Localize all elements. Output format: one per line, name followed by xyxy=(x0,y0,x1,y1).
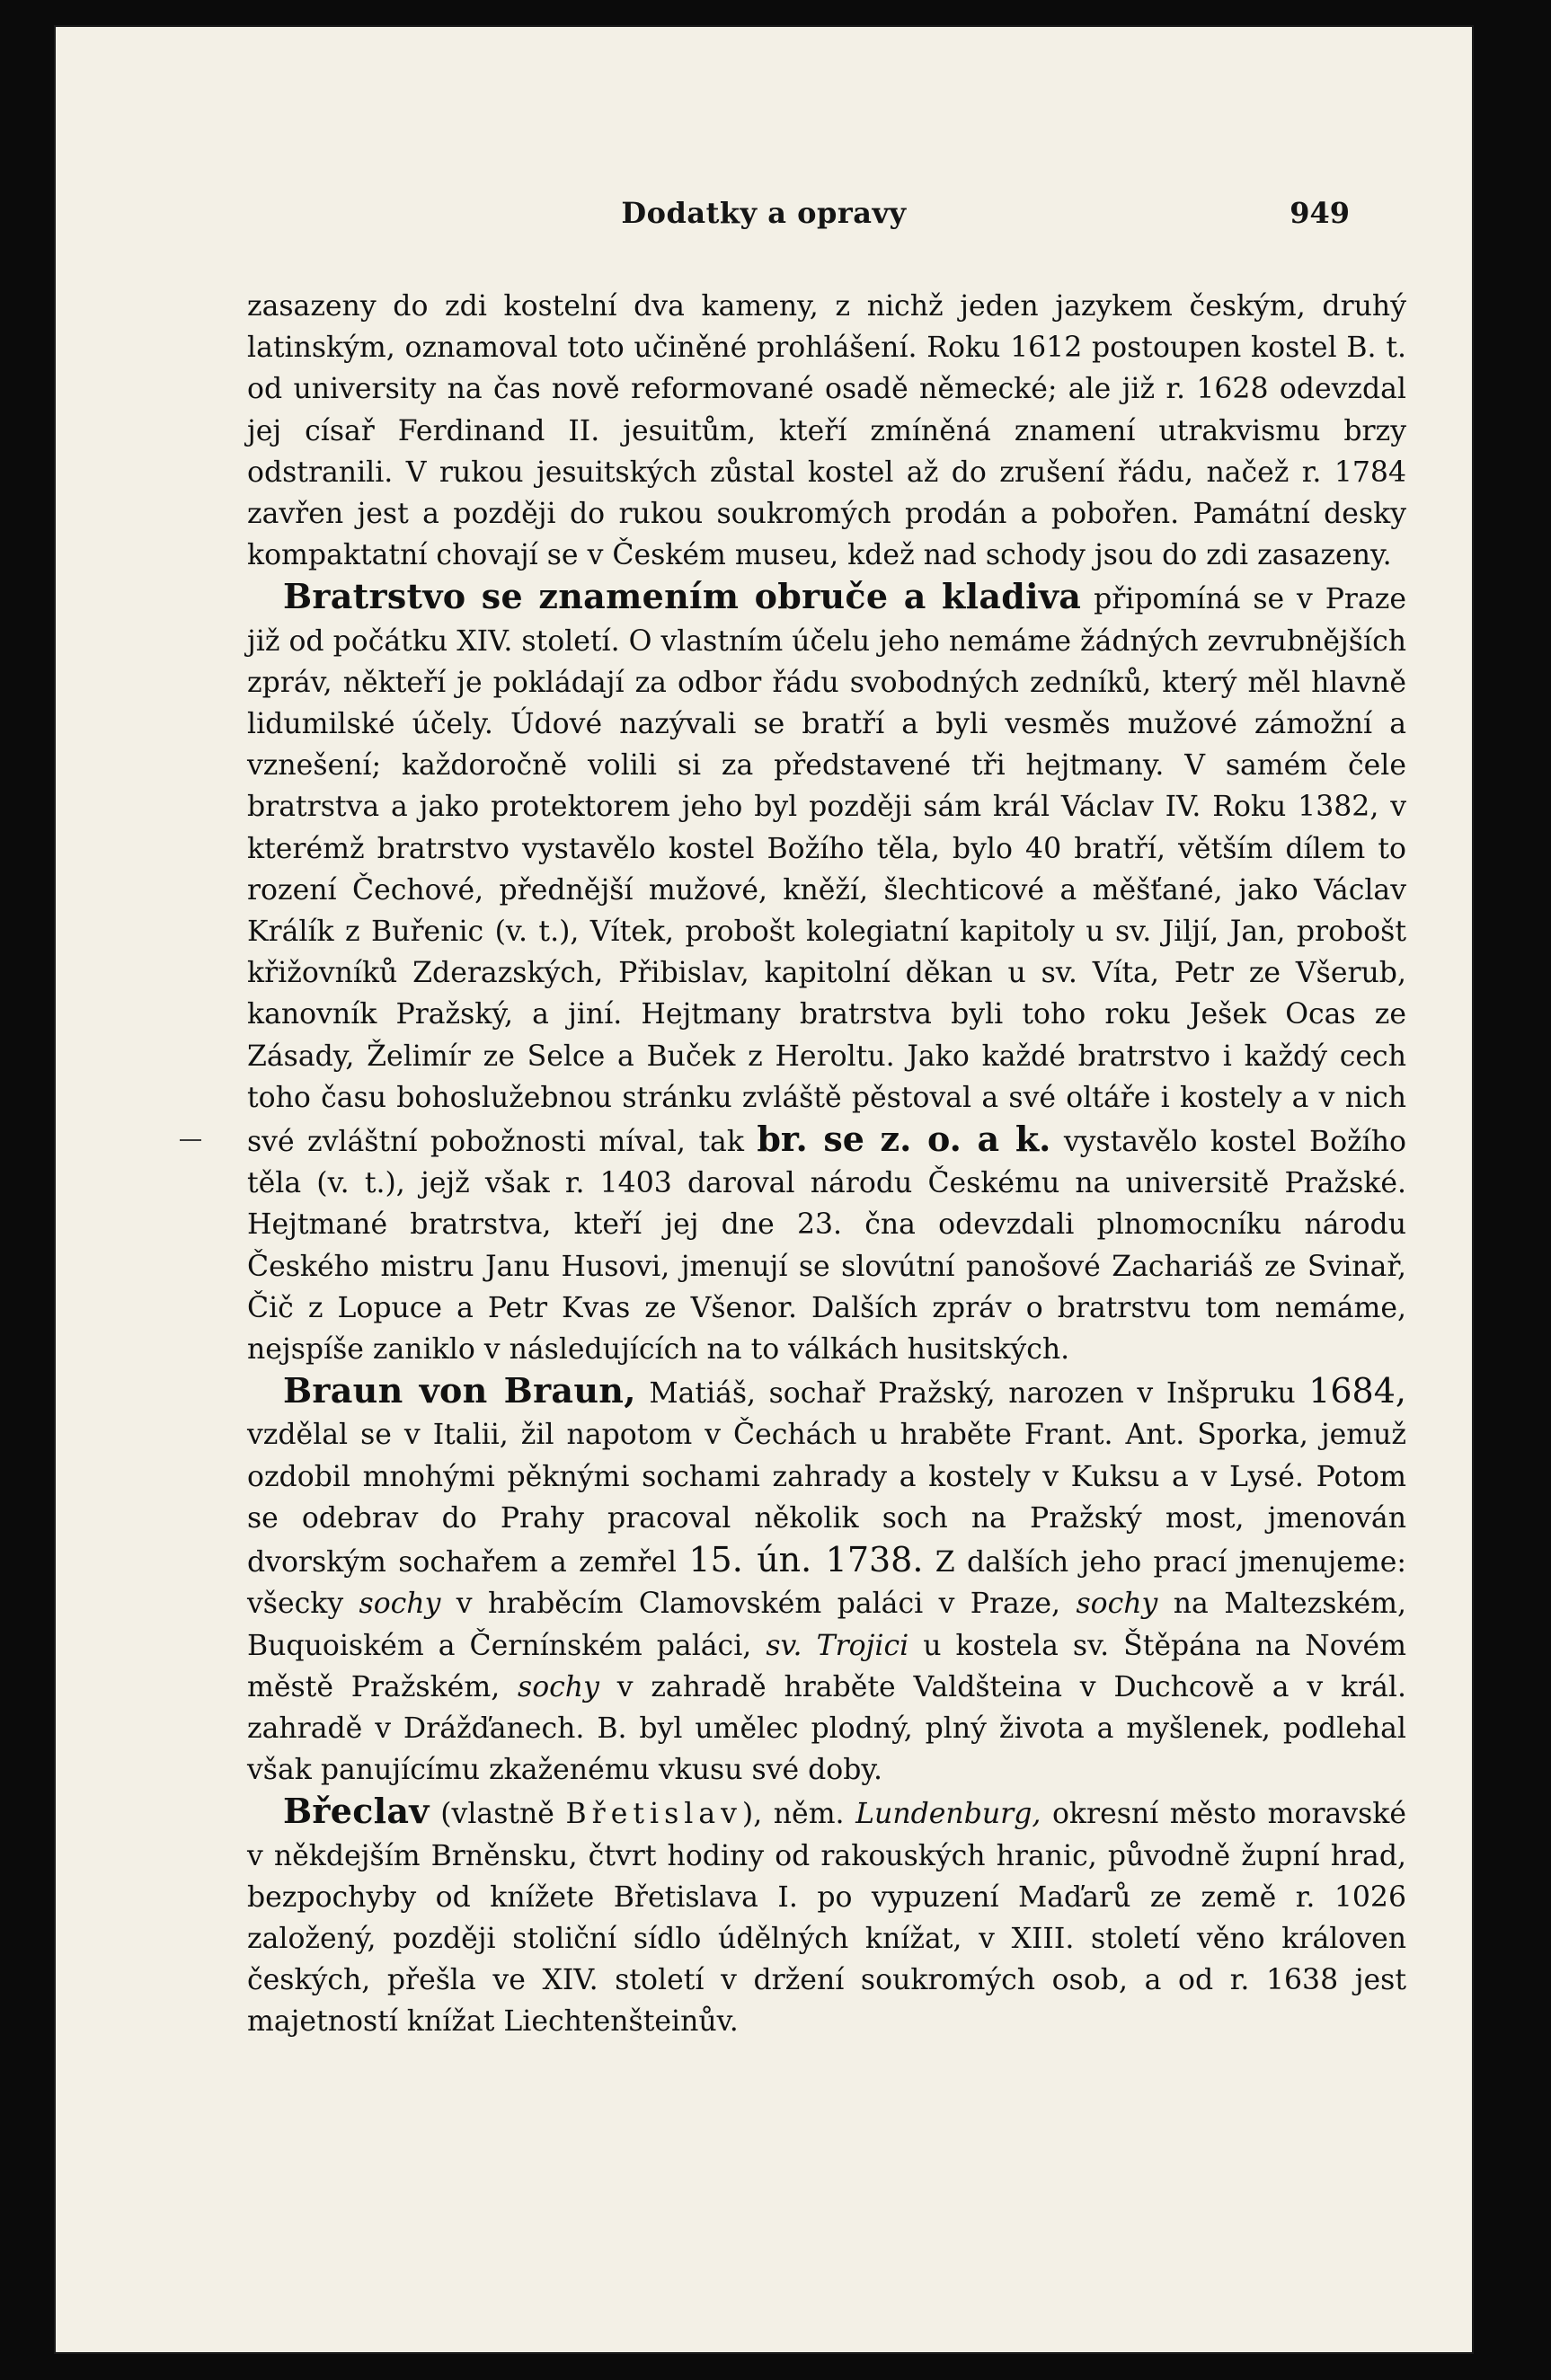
body-text xyxy=(247,286,1406,2043)
paragraph-continuation: zasazeny do zdi kostelní dva kameny, z nichž jeden jazykem českým, druhý latinským, oznamoval toto učiněné prohlášení. Roku 1612 postoupen kostel B. t. od university na čas nově reformované osadě německé; ale již r. 1628 odevzdal jej císař Ferdinand II. jesuitům, kteří zmíněná znamení utrakvismu brzy odstranili. V rukou jesuitských zůstal kostel až do zrušení řádu, načež r. 1784 zavřen jest a později do rukou soukromých prodán a pobořen. Památní desky kompaktatní chovají se v Českém museu, kdež nad schody jsou do zdi zasazeny. xyxy=(247,290,1406,572)
entry-text: vystavělo kostel Božího těla (v. t.), jejž však r. 1403 daroval národu Českému na universitě Pražské. Hejtmané bratrstva, kteří jej dne 23. čna odevzdali plnomocníku národu Českého mistru Janu Husovi, jmenují se slovútní panošové Zachariáš ze Svinař, Čič z Lopuce a Petr Kvas ze Všenor. Dalších zpráv o bratrstvu tom nemáme, nejspíše zaniklo v následujících na to válkách husitských. xyxy=(247,1126,1406,1367)
entry-text: (vlastně xyxy=(429,1798,566,1831)
entry-text: na Maltezském, Buquoiském a Černínském paláci, xyxy=(247,1588,1406,1662)
entry-text: okresní město moravské v někdejším Brněnsku, čtvrt hodiny od rakouských hranic, původně župní hrad, bezpochyby od knížete Břetislava I. po vypuzení Maďarů ze země r. 1026 založený, později stoliční sídlo údělných knížat, v XIII. století věno královen českých, přešla ve XIV. století v držení soukromých osob, a od r. 1638 jest majetností knížat Liechtenšteinův. xyxy=(247,1798,1406,2039)
italic-term: sochy xyxy=(1076,1588,1158,1621)
entry-text: vzdělal se v Italii, žil napotom v Čechách u hraběte Frant. Ant. Sporka, jemuž ozdobil mnohými pěknými sochami zahrady a kostely v Kuksu a v Lysé. Potom se odebrav do Prahy pracoval několik soch na Pražský most, jmenován dvorským sochařem a zemřel xyxy=(247,1419,1406,1579)
death-date: 15. ún. 1738. xyxy=(688,1540,924,1580)
italic-term: Lundenburg, xyxy=(855,1798,1041,1831)
headword: Braun von Braun, xyxy=(283,1370,636,1411)
entry-text: v zahradě hraběte Valdšteina v Duchcově a v král. zahradě v Drážďanech. B. byl umělec plodný, plný života a myšlenek, podlehal však panujícímu zkaženému vkusu své doby. xyxy=(247,1670,1406,1787)
entry-text: v hraběcím Clamovském paláci v Praze, xyxy=(440,1588,1077,1621)
entry-text: Z dalších jeho prací jmenujeme: všecky xyxy=(247,1546,1407,1621)
entry-text: Matiáš, sochař Pražský, narozen v Inšpruku xyxy=(635,1377,1309,1411)
page-header xyxy=(54,196,1474,250)
entry-braun xyxy=(247,1370,1406,1791)
italic-term: sochy xyxy=(518,1670,599,1703)
running-title: Dodatky a opravy xyxy=(621,196,907,230)
page-number: 949 xyxy=(1290,196,1350,230)
abbreviation: br. se z. o. a k. xyxy=(757,1119,1051,1160)
entry-text: připomíná se v Praze již od počátku XIV. století. O vlastním účelu jeho nemáme žádných zevrubnějších zpráv, někteří je pokládají za odbor řádu svobodných zedníků, který měl hlavně lidumilské účely. Údové nazývali se bratří a byli vesměs mužové zámožní a vznešení; každoročně volili si za představené tři hejtmany. V samém čele bratrstva a jako protektorem jeho byl později sám král Václav IV. Roku 1382, v kterémž bratrstvo vystavělo kostel Božího těla, bylo 40 bratří, větším dílem to rození Čechové, přednější mužové, kněží, šlechticové a měšťané, jako Václav Králík z Buřenic (v. t.), Vítek, probošt kolegiatní kapitoly u sv. Jiljí, Jan, probošt křižovníků Zderazských, Přibislav, kapitolní děkan u sv. Víta, Petr ze Všerub, kanovník Pražský, a jiní. Hejtmany bratrstva byli toho roku Ješek Ocas ze Zásady, Želimír ze Selce a Buček z Heroltu. Jako každé bratrstvo i každý cech toho času bohoslužebnou stránku zvláště pěstoval a své oltáře i kostely a v nich své zvláštní pobožnosti míval, tak xyxy=(247,583,1406,1159)
spaced-name: Břetislav xyxy=(565,1798,742,1831)
margin-mark xyxy=(180,1139,201,1141)
birth-year: 1684, xyxy=(1308,1371,1406,1411)
entry-text: u kostela sv. Štěpána na Novém městě Pražském, xyxy=(247,1629,1406,1703)
book-page xyxy=(54,25,1474,2354)
italic-term: sochy xyxy=(359,1588,441,1621)
italic-term: sv. Trojici xyxy=(766,1629,909,1662)
headword: Břeclav xyxy=(283,1791,430,1832)
entry-breclav xyxy=(247,1791,1406,2042)
entry-bratrstvo xyxy=(247,576,1406,1370)
entry-text: ), něm. xyxy=(741,1798,856,1831)
headword: Bratrstvo se znamením obruče a kladiva xyxy=(283,576,1082,617)
